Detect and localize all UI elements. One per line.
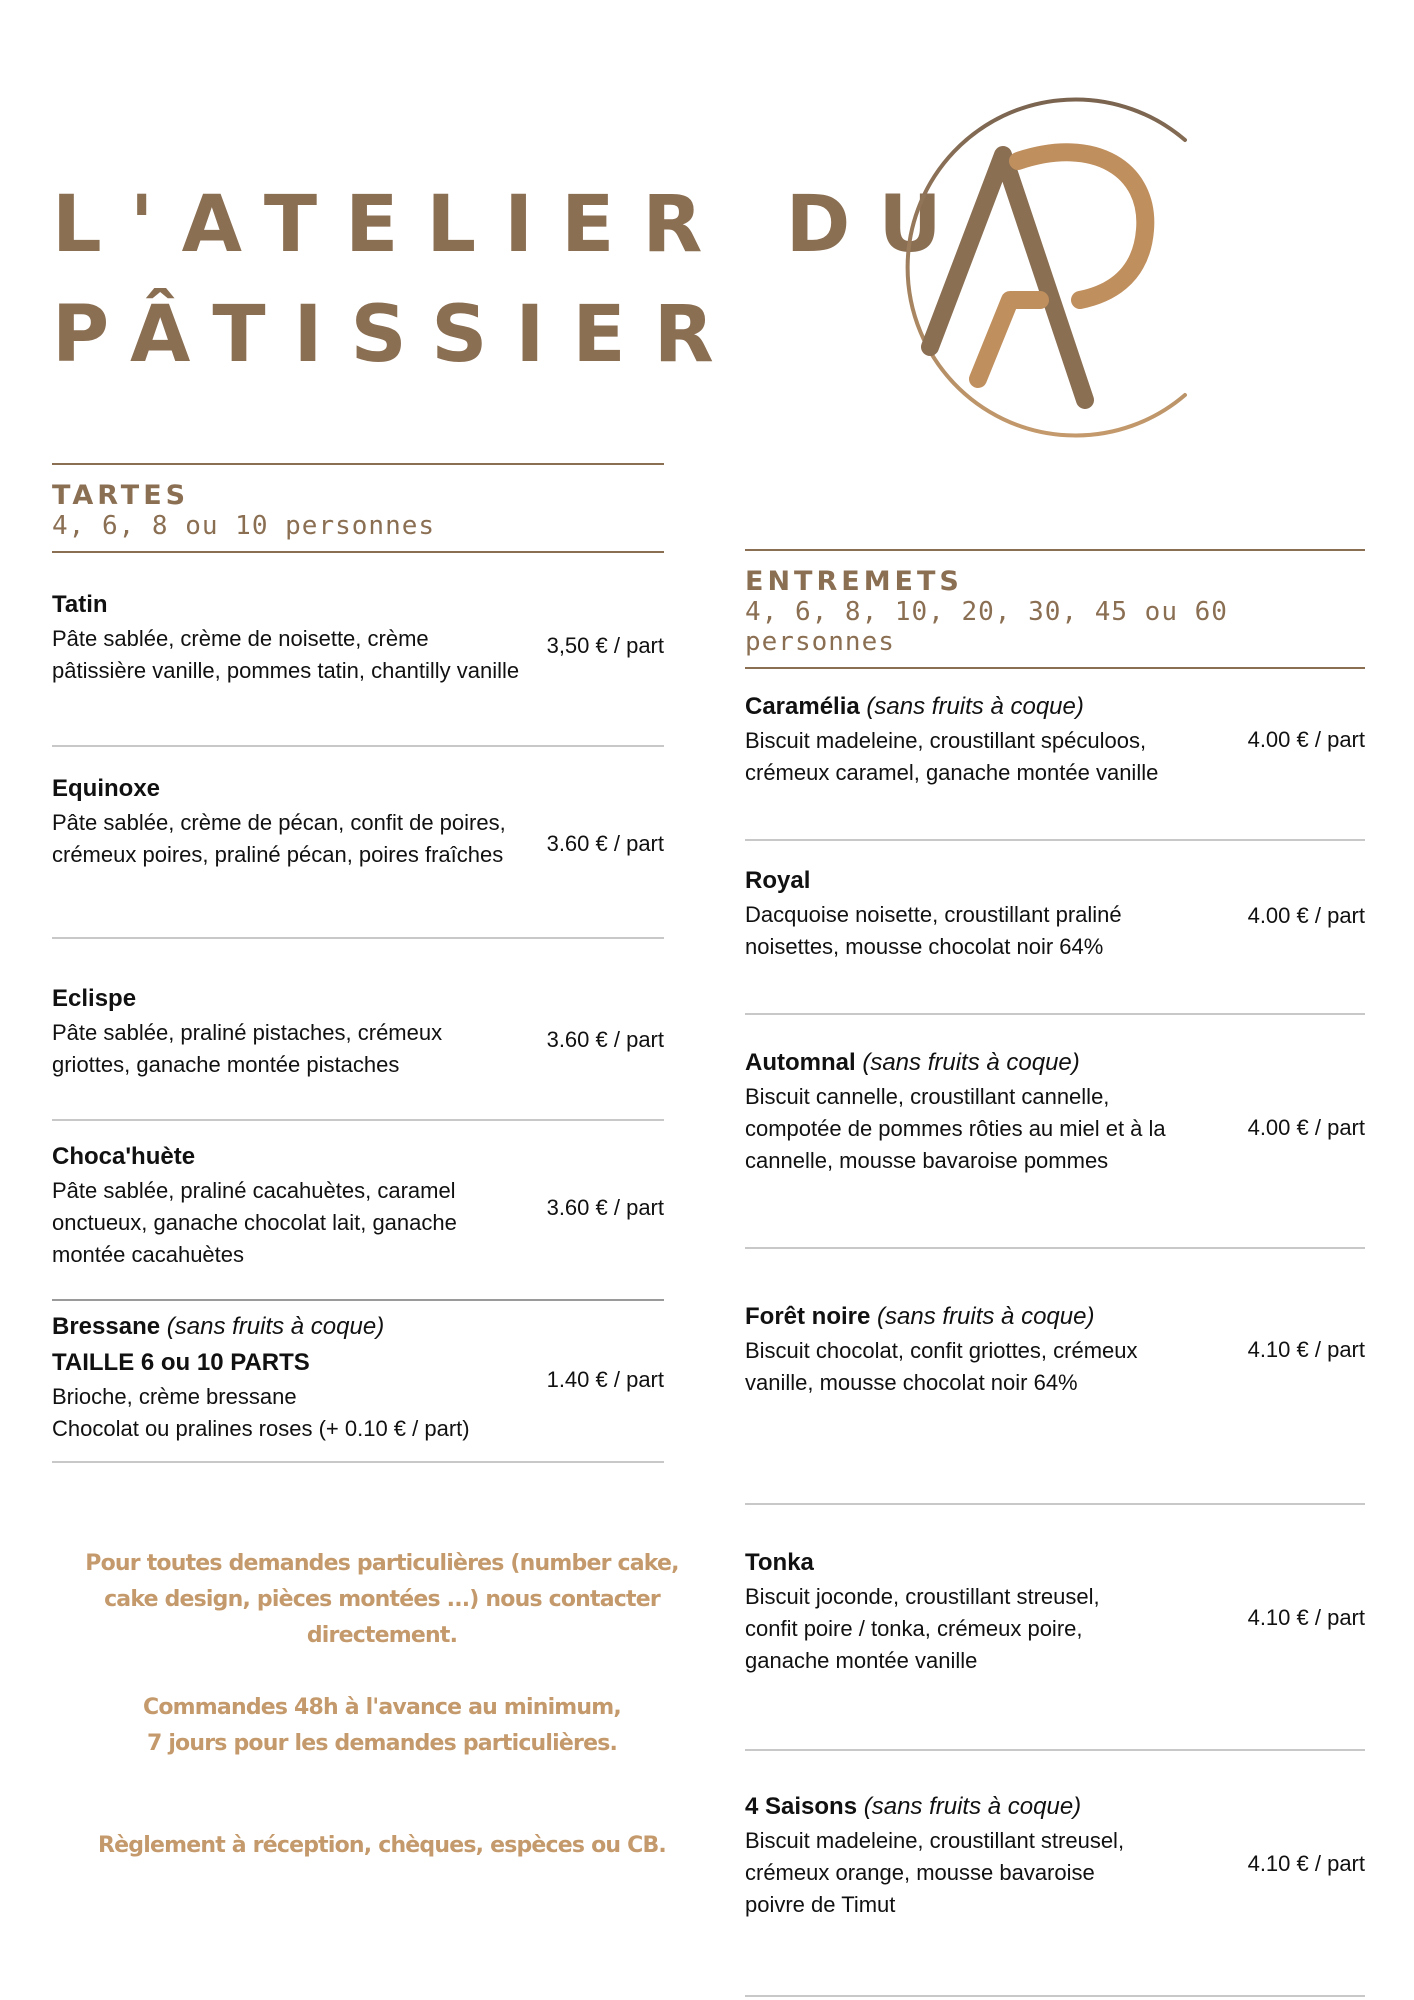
item-description: Biscuit chocolat, confit griottes, crémeux vanille, mousse chocolat noir 64% [745,1338,1138,1395]
brand-title [52,170,970,390]
menu-item-tonka [745,1505,1365,1749]
tartes-title: TARTES [52,480,190,511]
ap-monogram-logo-icon [900,95,1200,445]
menu-item-equinoxe [52,747,664,937]
menu-item-tatin [52,553,664,745]
menu-item-foret-noire [745,1249,1365,1503]
menu-item-chocahuete [52,1121,664,1299]
order-delay-note-line1: Commandes 48h à l'avance au minimum, [143,1695,621,1720]
tartes-section [52,463,664,1463]
item-name: Eclispe [52,985,137,1012]
item-description: Pâte sablée, praliné pistaches, crémeux griottes, ganache montée pistaches [52,1020,443,1077]
item-name-text: Bressane [52,1313,161,1340]
special-requests-note: Pour toutes demandes particulières (number cake, cake design, pièces montées ...) nous contacter directement. [85,1551,679,1648]
menu-item-royal [745,841,1365,1013]
divider [52,1461,664,1463]
item-note: (sans fruits à coque) [862,1049,1080,1076]
spacer [52,1654,712,1690]
order-delay-note-line2: 7 jours pour les demandes particulières. [146,1731,618,1756]
menu-item-4-saisons [745,1751,1365,1995]
item-description: Biscuit madeleine, croustillant streusel, crémeux orange, mousse bavaroise poivre de Timut [745,1828,1125,1917]
item-price: 4.10 € / part [1247,1851,1365,1876]
item-description: Biscuit joconde, croustillant streusel, confit poire / tonka, crémeux poire, ganache montée vanille [745,1584,1100,1673]
item-price: 3.60 € / part [546,831,664,856]
item-price: 3,50 € / part [546,633,664,658]
item-name: Royal [745,867,811,894]
brand-title-line1: L'ATELIER DU [52,180,970,270]
brand-title-line2: PÂTISSIER [52,290,742,380]
item-price: 4.00 € / part [1247,1115,1365,1140]
item-name [52,1309,664,1345]
item-price: 4.10 € / part [1247,1337,1365,1362]
menu-item-caramelia [745,669,1365,839]
item-price: 3.60 € / part [546,1195,664,1220]
item-name [745,689,1365,725]
item-name: Equinoxe [52,775,161,802]
entremets-subtitle: 4, 6, 8, 10, 20, 30, 45 ou 60 personnes [745,597,1228,657]
item-description: Pâte sablée, crème de pécan, confit de poires, crémeux poires, praliné pécan, poires fraîches [52,810,506,867]
item-description: Pâte sablée, praliné cacahuètes, caramel onctueux, ganache chocolat lait, ganache montée cacahuètes [52,1178,457,1267]
menu-item-eclispe [52,939,664,1119]
payment-note: Règlement à réception, chèques, espèces ou CB. [98,1833,666,1858]
item-description: Brioche, crème bressane [52,1384,297,1409]
item-price: 1.40 € / part [546,1367,664,1392]
item-name: Tonka [745,1549,814,1576]
item-description: Pâte sablée, crème de noisette, crème pâtissière vanille, pommes tatin, chantilly vanille [52,626,520,683]
item-name: Choca'huète [52,1143,196,1170]
item-note: (sans fruits à coque) [866,693,1084,720]
item-size-note: TAILLE 6 ou 10 PARTS [52,1349,310,1376]
item-name [745,1299,1365,1335]
entremets-section [745,549,1365,1997]
item-price: 4.00 € / part [1247,727,1365,752]
item-name-text: 4 Saisons [745,1793,858,1820]
order-notes [52,1546,712,1864]
item-name: Tatin [52,591,108,618]
item-description-extra: Chocolat ou pralines roses (+ 0.10 € / part) [52,1416,470,1441]
item-price: 3.60 € / part [546,1027,664,1052]
item-name [745,1045,1365,1081]
item-name-text: Caramélia [745,693,860,720]
item-note: (sans fruits à coque) [863,1793,1082,1820]
item-price: 4.00 € / part [1247,903,1365,928]
item-description: Biscuit madeleine, croustillant spéculoos, crémeux caramel, ganache montée vanille [745,728,1159,785]
tartes-subtitle: 4, 6, 8 ou 10 personnes [52,511,436,541]
item-description: Dacquoise noisette, croustillant praliné noisettes, mousse chocolat noir 64% [745,902,1122,959]
entremets-title: ENTREMETS [745,566,963,597]
item-name-text: Automnal [745,1049,856,1076]
item-note: (sans fruits à coque) [877,1303,1095,1330]
item-name [745,1789,1365,1825]
menu-item-bressane [52,1301,664,1461]
item-name-text: Forêt noire [745,1303,871,1330]
spacer [52,1762,712,1828]
item-note: (sans fruits à coque) [166,1313,385,1340]
item-description: Biscuit cannelle, croustillant cannelle, compotée de pommes rôties au miel et à la cannelle, mousse bavaroise pommes [745,1084,1166,1173]
menu-item-automnal [745,1015,1365,1247]
divider [745,1995,1365,1997]
item-price: 4.10 € / part [1247,1605,1365,1630]
